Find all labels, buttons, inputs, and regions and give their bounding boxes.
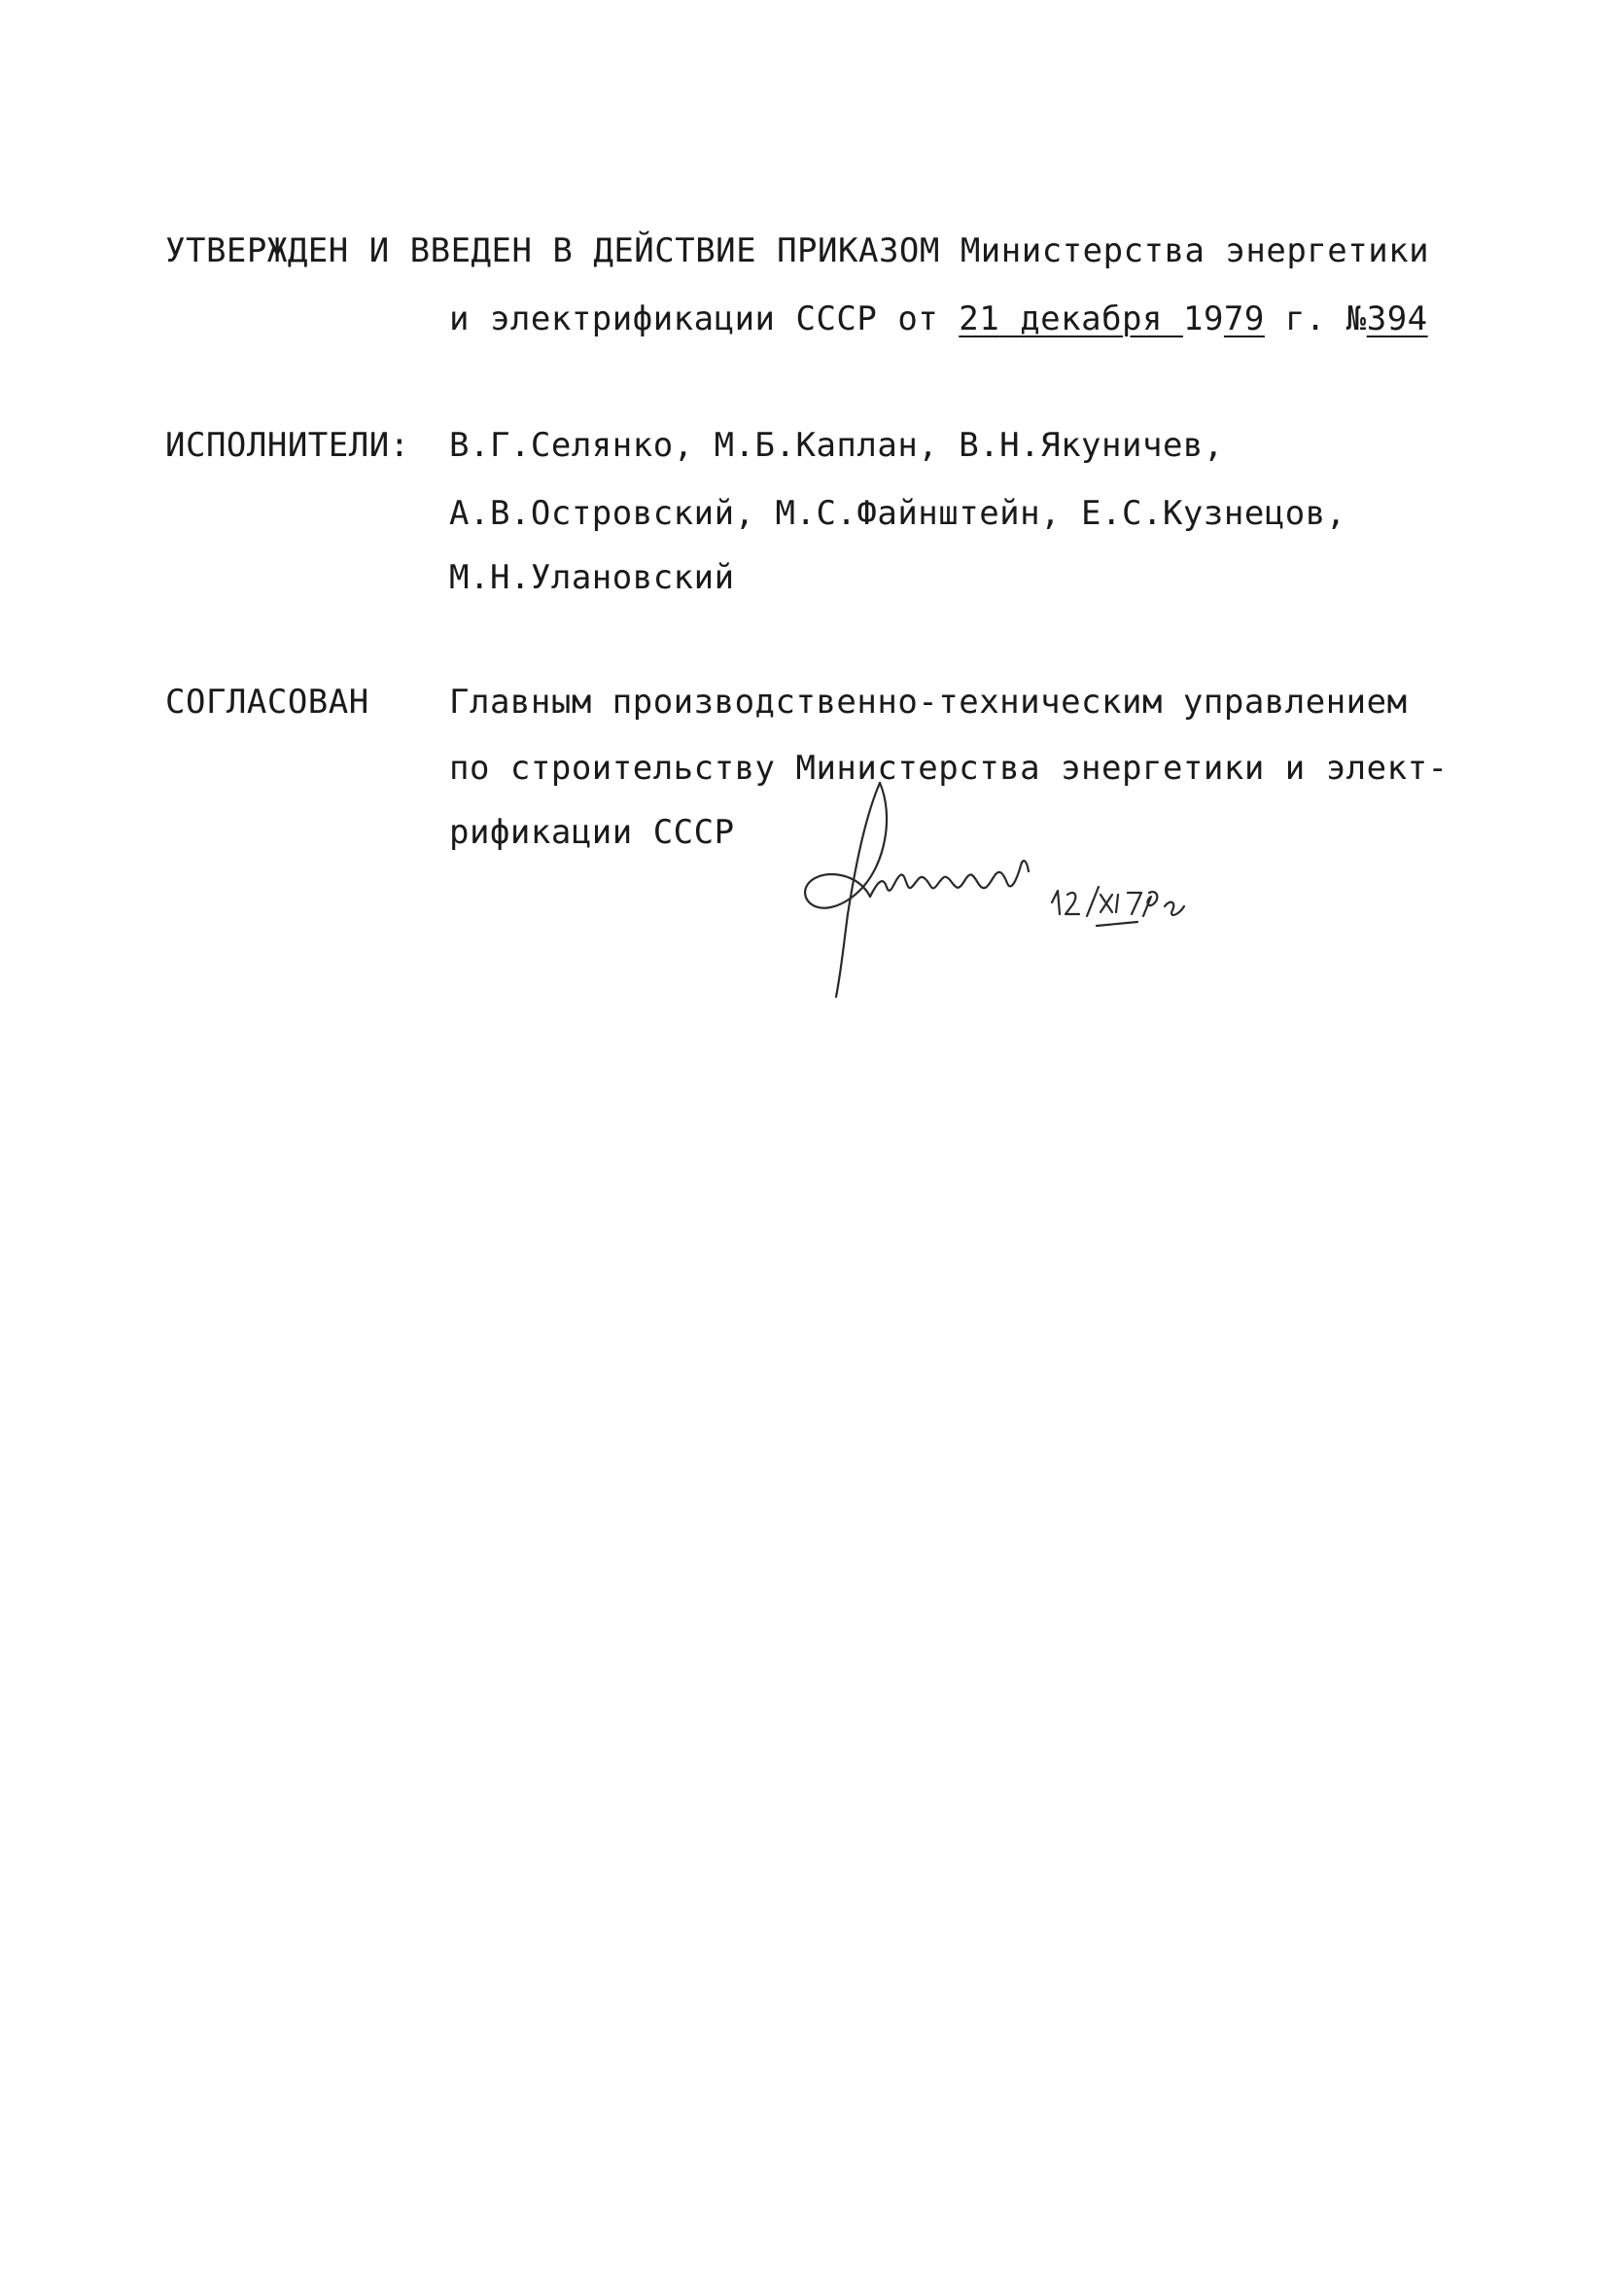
- agreed-line-1: Главным производственно-техническим управлением: [449, 683, 1408, 722]
- signature-date-79: [1128, 892, 1157, 916]
- approval-line-2-prefix: и электрификации СССР от: [449, 300, 960, 338]
- approval-month-text: декабря: [1020, 300, 1163, 338]
- agreed-line-2: по строительству Министерства энергетики и элект-: [449, 749, 1449, 788]
- approval-year-prefix: 19: [1182, 300, 1224, 338]
- approval-month: [999, 300, 1183, 338]
- approval-line-2: [449, 298, 1428, 340]
- signature-date-underline: [1097, 922, 1137, 926]
- signature-date-slash: [1087, 887, 1099, 916]
- executors-label: ИСПОЛНИТЕЛИ:: [165, 426, 410, 465]
- signature-date-g: [1165, 902, 1184, 915]
- approval-line-1: УТВЕРЖДЕН И ВВЕДЕН В ДЕЙСТВИЕ ПРИКАЗОМ Министерства энергетики: [165, 231, 1430, 270]
- approval-year-suffix: 79: [1223, 300, 1265, 338]
- executors-line-2: А.В.Островский, М.С.Файнштейн, Е.С.Кузнецов,: [449, 494, 1346, 533]
- agreed-line-3: рификации СССР: [449, 813, 735, 852]
- approval-year-unit: г. №: [1264, 300, 1367, 338]
- agreed-label: СОГЛАСОВАН: [165, 683, 369, 722]
- handwritten-signature: [787, 778, 1254, 1002]
- signature-body: [870, 861, 1029, 897]
- approval-day: 21: [959, 300, 1000, 338]
- executors-line-1: В.Г.Селянко, М.Б.Каплан, В.Н.Якуничев,: [449, 426, 1224, 465]
- signature-date-xi: [1100, 895, 1118, 912]
- executors-line-3: М.Н.Улановский: [449, 558, 735, 597]
- approval-order-number: 394: [1366, 300, 1428, 338]
- signature-date-12: [1052, 891, 1079, 914]
